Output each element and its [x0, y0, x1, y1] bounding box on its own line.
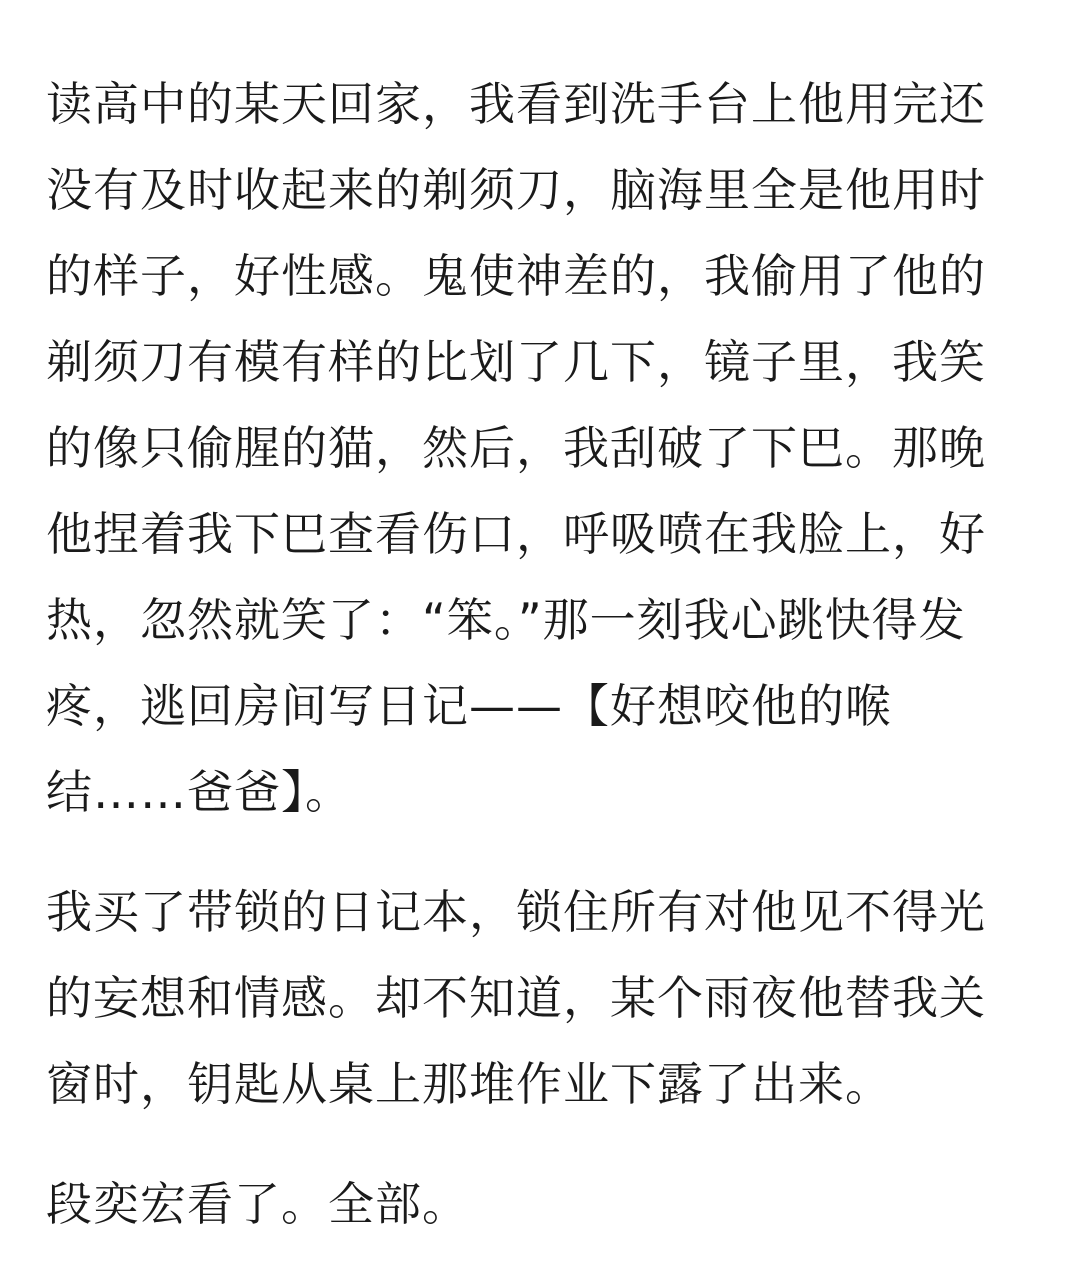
- paragraph-1: [46, 61, 1034, 835]
- text-line: 热，忽然就笑了：“笨。”那一刻我心跳快得发: [46, 593, 966, 647]
- text-line: 结……爸爸】。: [46, 765, 352, 819]
- text-line: 他捏着我下巴查看伤口，呼吸喷在我脸上，好: [46, 507, 986, 561]
- text-line: 的样子，好性感。鬼使神差的，我偷用了他的: [46, 249, 986, 303]
- article-body: [46, 61, 1034, 1247]
- text-line: 疼，逃回房间写日记——【好想咬他的喉: [46, 679, 892, 733]
- paragraph-2: [46, 869, 1034, 1127]
- text-line: 读高中的某天回家，我看到洗手台上他用完还: [46, 77, 986, 131]
- paragraph-3: [46, 1161, 1034, 1247]
- text-line: 段奕宏看了。全部。: [46, 1177, 469, 1231]
- text-line: 没有及时收起来的剃须刀，脑海里全是他用时: [46, 163, 986, 217]
- text-line: 的妄想和情感。却不知道，某个雨夜他替我关: [46, 971, 986, 1025]
- text-line: 的像只偷腥的猫，然后，我刮破了下巴。那晚: [46, 421, 986, 475]
- text-line: 我买了带锁的日记本，锁住所有对他见不得光: [46, 885, 986, 939]
- text-line: 剃须刀有模有样的比划了几下，镜子里，我笑: [46, 335, 986, 389]
- text-line: 窗时，钥匙从桌上那堆作业下露了出来。: [46, 1057, 892, 1111]
